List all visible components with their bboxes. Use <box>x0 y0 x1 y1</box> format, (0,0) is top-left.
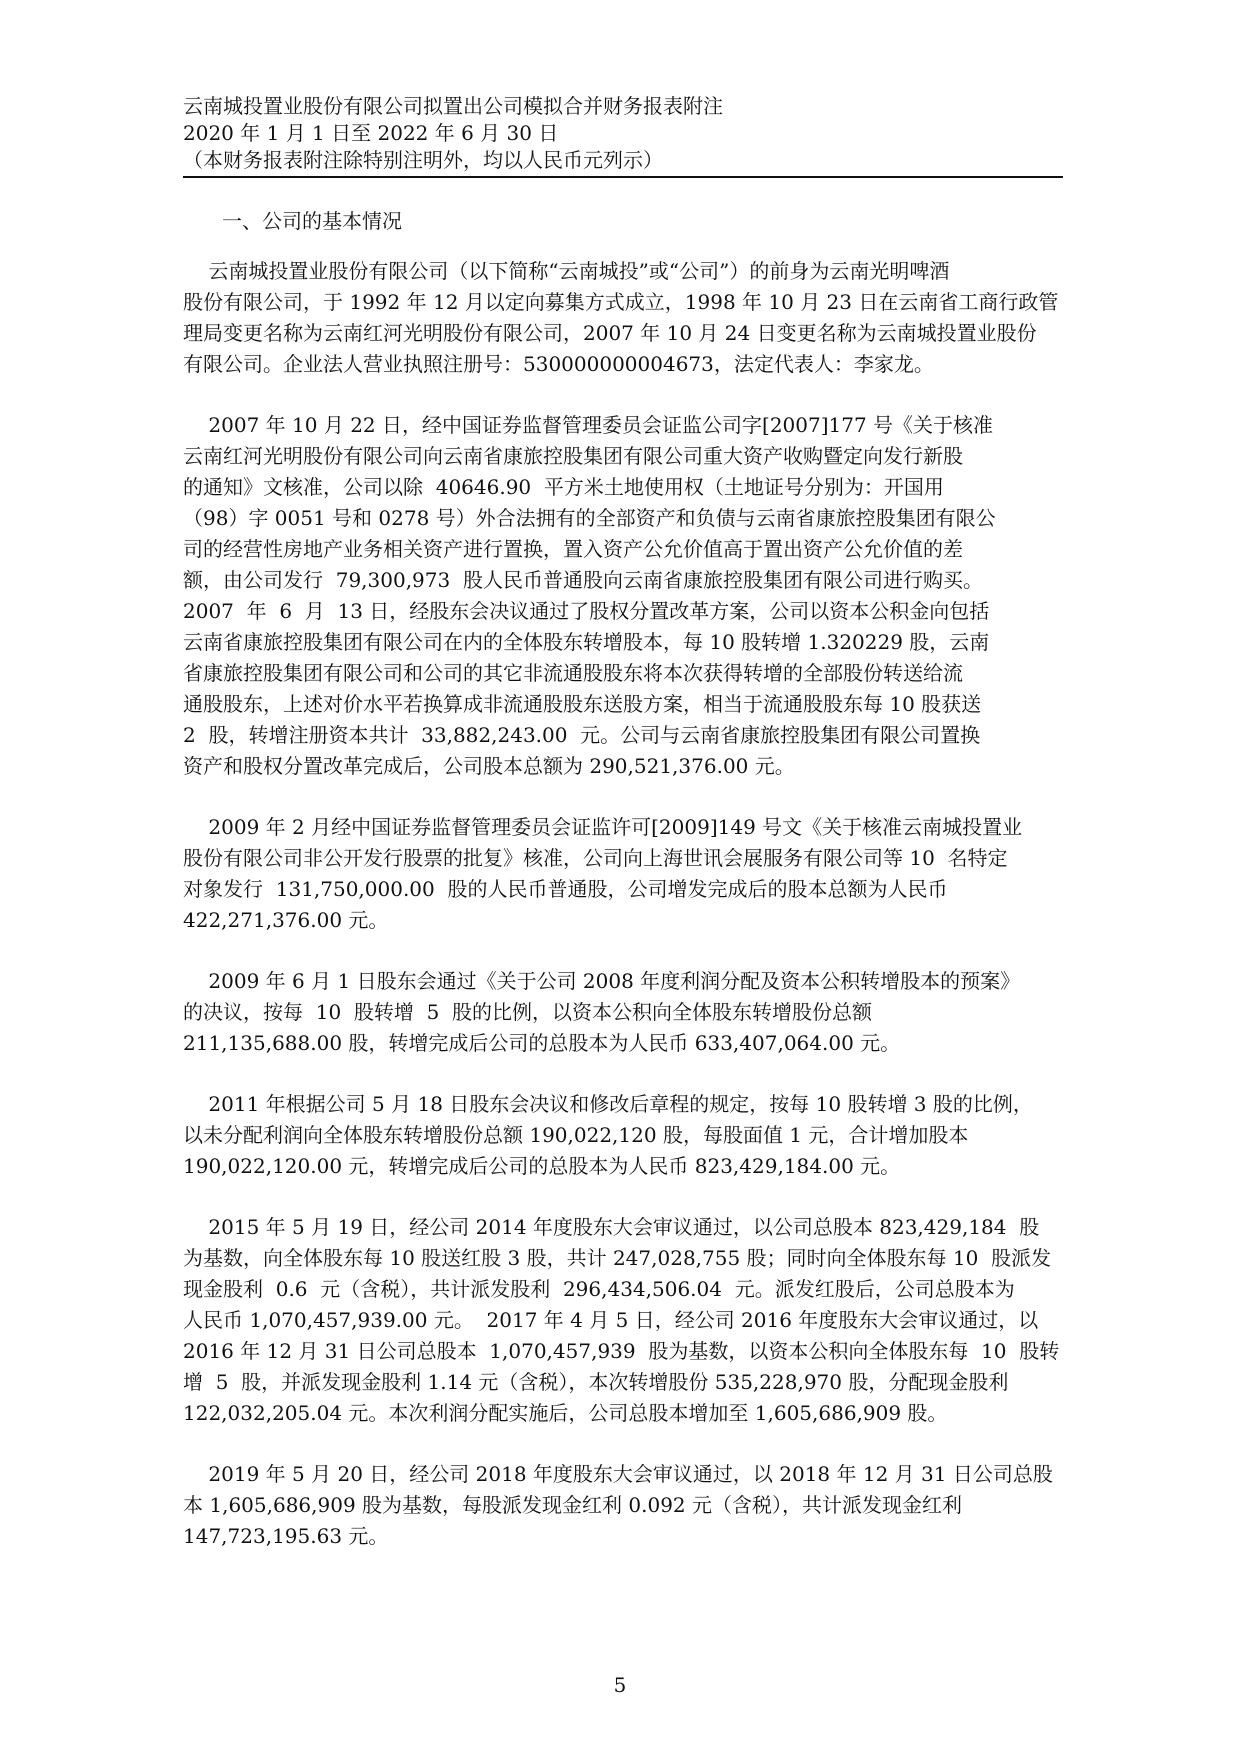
paragraph-7 <box>183 1459 1063 1552</box>
report-header <box>183 93 1063 174</box>
paragraph-line: 有限公司。企业法人营业执照注册号：530000000004673，法定代表人：李家龙。 <box>183 352 934 376</box>
paragraph-line: 对象发行 131,750,000.00 股的人民币普通股，公司增发完成后的股本总额为人民币 <box>183 877 948 901</box>
paragraph-line: 人民币 1,070,457,939.00 元。 2017 年 4 月 5 日，经公司 2016 年度股东大会审议通过，以 <box>183 1308 1039 1332</box>
paragraph-line: 2009 年 2 月经中国证券监督管理委员会证监许可[2009]149 号文《关于核准云南城投置业 <box>183 815 1023 839</box>
paragraph-line: 2007 年 10 月 22 日，经中国证券监督管理委员会证监公司字[2007]177 号《关于核准 <box>183 413 994 437</box>
paragraph-line: 2015 年 5 月 19 日，经公司 2014 年度股东大会审议通过，以公司总股本 823,429,184 股 <box>183 1215 1040 1239</box>
paragraph-line: 2016 年 12 月 31 日公司总股本 1,070,457,939 股为基数，以资本公积向全体股东每 10 股转 <box>183 1339 1060 1363</box>
paragraph-line: 2007 年 6 月 13 日，经股东会决议通过了股权分置改革方案，公司以资本公积金向包括 <box>183 599 990 623</box>
paragraph-line: 股份有限公司，于 1992 年 12 月以定向募集方式成立，1998 年 10 月 23 日在云南省工商行政管 <box>183 290 1059 314</box>
paragraph-line: （98）字 0051 号和 0278 号）外合法拥有的全部资产和负债与云南省康旅控股集团有限公 <box>183 506 996 530</box>
paragraph-line: 云南省康旅控股集团有限公司在内的全体股东转增股本，每 10 股转增 1.320229 股，云南 <box>183 630 990 654</box>
paragraph-line: 理局变更名称为云南红河光明股份有限公司，2007 年 10 月 24 日变更名称为云南城投置业股份 <box>183 321 1037 345</box>
paragraph-1 <box>183 256 1063 380</box>
paragraph-line: 的决议，按每 10 股转增 5 股的比例，以资本公积向全体股东转增股份总额 <box>183 1000 873 1024</box>
paragraph-line: 额，由公司发行 79,300,973 股人民币普通股向云南省康旅控股集团有限公司进行购买。 <box>183 568 983 592</box>
paragraph-line: 190,022,120.00 元，转增完成后公司的总股本为人民币 823,429,184.00 元。 <box>183 1154 901 1178</box>
header-divider <box>183 176 1063 178</box>
paragraph-line: 2009 年 6 月 1 日股东会通过《关于公司 2008 年度利润分配及资本公积转增股本的预案》 <box>183 969 1021 993</box>
paragraph-line: 以未分配利润向全体股东转增股份总额 190,022,120 股，每股面值 1 元，合计增加股本 <box>183 1123 969 1147</box>
paragraph-line: 股份有限公司非公开发行股票的批复》核准，公司向上海世讯会展服务有限公司等 10 名特定 <box>183 846 1008 870</box>
paragraph-line: 为基数，向全体股东每 10 股送红股 3 股，共计 247,028,755 股；同时向全体股东每 10 股派发 <box>183 1246 1052 1270</box>
paragraph-line: 的通知》文核准，公司以除 40646.90 平方米土地使用权（土地证号分别为：开国用 <box>183 475 944 499</box>
paragraph-line: 现金股利 0.6 元（含税），共计派发股利 296,434,506.04 元。派发红股后，公司总股本为 <box>183 1277 1015 1301</box>
report-title: 云南城投置业股份有限公司拟置出公司模拟合并财务报表附注 <box>183 94 723 118</box>
paragraph-line: 云南城投置业股份有限公司（以下简称“云南城投”或“公司”）的前身为云南光明啤酒 <box>183 259 950 283</box>
paragraph-line: 122,032,205.04 元。本次利润分配实施后，公司总股本增加至 1,605,686,909 股。 <box>183 1401 948 1425</box>
paragraph-line: 2019 年 5 月 20 日，经公司 2018 年度股东大会审议通过，以 2018 年 12 月 31 日公司总股 <box>183 1462 1053 1486</box>
paragraph-line: 资产和股权分置改革完成后，公司股本总额为 290,521,376.00 元。 <box>183 754 795 778</box>
paragraph-3 <box>183 812 1063 936</box>
report-currency-note: （本财务报表附注除特别注明外，均以人民币元列示） <box>183 148 663 172</box>
page-number: 5 <box>613 1673 627 1697</box>
paragraph-5 <box>183 1089 1063 1182</box>
paragraph-line: 2011 年根据公司 5 月 18 日股东会决议和修改后章程的规定，按每 10 股转增 3 股的比例， <box>183 1092 1033 1116</box>
paragraph-line: 通股股东，上述对价水平若换算成非流通股股东送股方案，相当于流通股股东每 10 股获送 <box>183 692 982 716</box>
report-period: 2020 年 1 月 1 日至 2022 年 6 月 30 日 <box>183 121 559 145</box>
paragraph-line: 省康旅控股集团有限公司和公司的其它非流通股股东将本次获得转增的全部股份转送给流 <box>183 661 963 685</box>
paragraph-line: 422,271,376.00 元。 <box>183 908 389 932</box>
paragraph-line: 司的经营性房地产业务相关资产进行置换，置入资产公允价值高于置出资产公允价值的差 <box>183 537 963 561</box>
paragraph-line: 2 股，转增注册资本共计 33,882,243.00 元。公司与云南省康旅控股集团有限公司置换 <box>183 723 981 747</box>
paragraph-line: 增 5 股，并派发现金股利 1.14 元（含税），本次转增股份 535,228,970 股，分配现金股利 <box>183 1370 1009 1394</box>
paragraph-line: 211,135,688.00 股，转增完成后公司的总股本为人民币 633,407,064.00 元。 <box>183 1031 901 1055</box>
section-title: 一、公司的基本情况 <box>222 209 402 233</box>
document-body <box>183 256 1063 1582</box>
paragraph-line: 本 1,605,686,909 股为基数，每股派发现金红利 0.092 元（含税），共计派发现金红利 <box>183 1493 963 1517</box>
paragraph-line: 云南红河光明股份有限公司向云南省康旅控股集团有限公司重大资产收购暨定向发行新股 <box>183 444 963 468</box>
paragraph-4 <box>183 966 1063 1059</box>
paragraph-6 <box>183 1212 1063 1429</box>
paragraph-line: 147,723,195.63 元。 <box>183 1524 389 1548</box>
paragraph-2 <box>183 410 1063 782</box>
